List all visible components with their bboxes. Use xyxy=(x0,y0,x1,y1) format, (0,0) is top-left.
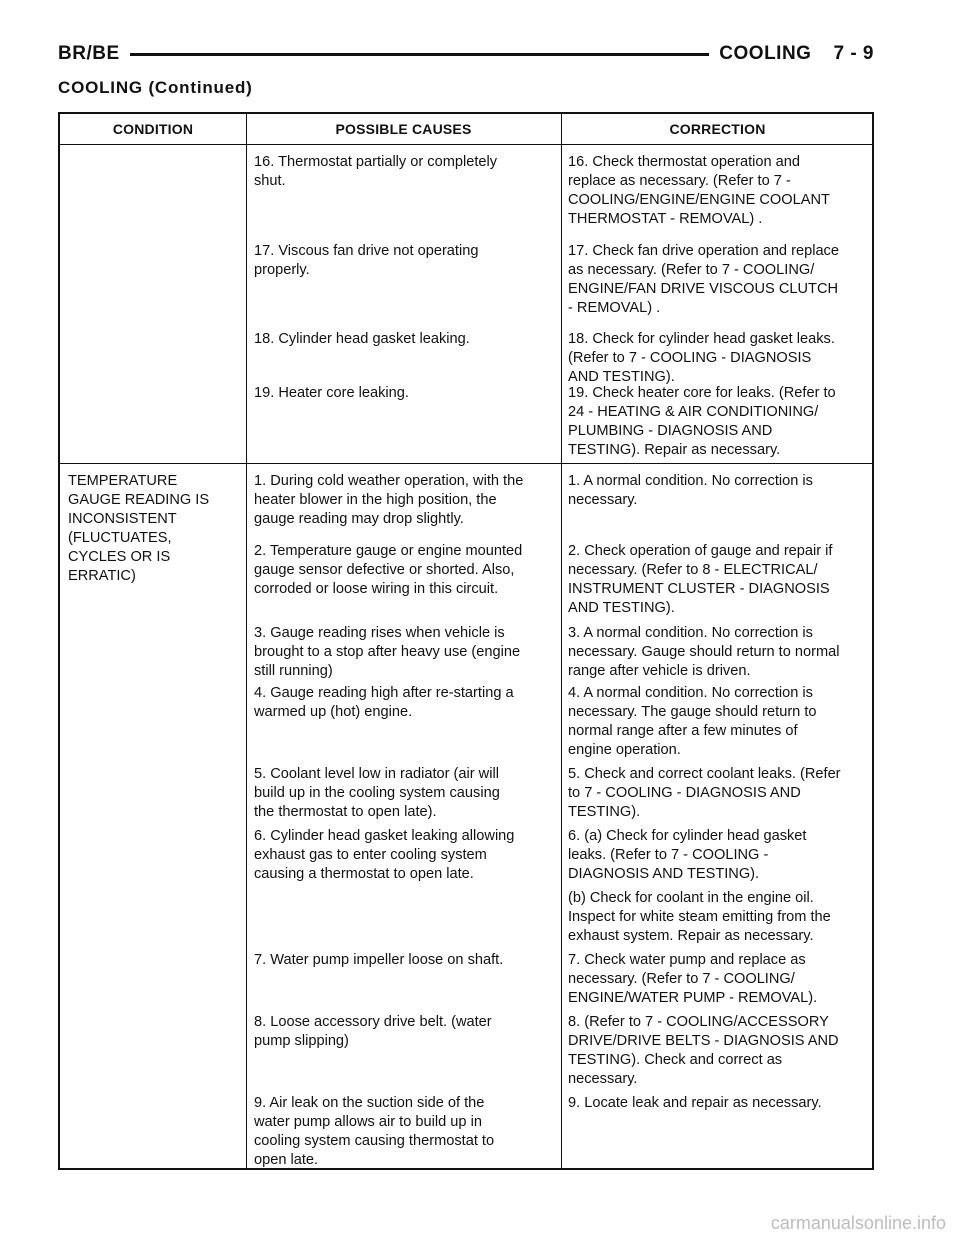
column-header-condition: CONDITION xyxy=(112,121,194,137)
table-cell-correction: 6. (a) Check for cylinder head gasket leaks. (Refer to 7 - COOLING - DIAGNOSIS AND TESTING). xyxy=(568,828,807,882)
table-cell-correction: 8. (Refer to 7 - COOLING/ACCESSORY DRIVE/DRIVE BELTS - DIAGNOSIS AND TESTING). Check and correct as necessary. xyxy=(568,1014,839,1087)
page-header xyxy=(58,42,874,66)
table-cell-cause: 9. Air leak on the suction side of the water pump allows air to build up in cooling system causing thermostat to open late. xyxy=(254,1095,495,1168)
table-cell-correction: 2. Check operation of gauge and repair if necessary. (Refer to 8 - ELECTRICAL/ INSTRUMENT CLUSTER - DIAGNOSIS AND TESTING). xyxy=(568,543,833,616)
column-header-correction: CORRECTION xyxy=(669,121,766,137)
table-cell-correction: 1. A normal condition. No correction is necessary. xyxy=(568,473,813,508)
table-cell-cause: 7. Water pump impeller loose on shaft. xyxy=(254,952,504,968)
table-cell-cause: 3. Gauge reading rises when vehicle is brought to a stop after heavy use (engine still running) xyxy=(254,625,521,679)
page-title: COOLING (Continued) xyxy=(58,78,253,97)
table-cell-cause: 4. Gauge reading high after re-starting a warmed up (hot) engine. xyxy=(254,685,514,720)
table-cell-correction: 4. A normal condition. No correction is necessary. The gauge should return to normal range after a few minutes of engine operation. xyxy=(568,685,817,758)
model-label: BR/BE xyxy=(58,43,120,64)
table-cell-correction: 17. Check fan drive operation and replace as necessary. (Refer to 7 - COOLING/ ENGINE/FAN DRIVE VISCOUS CLUTCH - REMOVAL) . xyxy=(568,243,839,316)
table-cell-correction: (b) Check for coolant in the engine oil. Inspect for white steam emitting from the exhaust system. Repair as necessary. xyxy=(568,890,831,944)
table-cell-cause: 18. Cylinder head gasket leaking. xyxy=(254,331,470,347)
column-divider xyxy=(561,114,562,1168)
table-cell-cause: 5. Coolant level low in radiator (air will build up in the cooling system causing the thermostat to open late). xyxy=(254,766,500,820)
table-cell-cause: 8. Loose accessory drive belt. (water pump slipping) xyxy=(254,1014,492,1049)
table-cell-condition: TEMPERATURE GAUGE READING IS INCONSISTENT (FLUCTUATES, CYCLES OR IS ERRATIC) xyxy=(68,473,210,584)
page-number: 7 - 9 xyxy=(833,43,874,64)
table-cell-correction: 5. Check and correct coolant leaks. (Refer to 7 - COOLING - DIAGNOSIS AND TESTING). xyxy=(568,766,841,820)
header-divider xyxy=(60,144,872,145)
diagnosis-table xyxy=(58,112,874,1170)
table-cell-correction: 18. Check for cylinder head gasket leaks. (Refer to 7 - COOLING - DIAGNOSIS AND TESTING). xyxy=(568,331,835,385)
table-cell-cause: 6. Cylinder head gasket leaking allowing exhaust gas to enter cooling system causing a thermostat to open late. xyxy=(254,828,515,882)
header-rule xyxy=(130,53,710,56)
group-divider xyxy=(60,463,872,464)
table-cell-correction: 16. Check thermostat operation and replace as necessary. (Refer to 7 - COOLING/ENGINE/ENGINE COOLANT THERMOSTAT - REMOVAL) . xyxy=(568,154,830,227)
table-cell-correction: 9. Locate leak and repair as necessary. xyxy=(568,1095,822,1111)
header-right xyxy=(719,43,874,65)
column-header-causes: POSSIBLE CAUSES xyxy=(335,121,472,137)
table-cell-correction: 19. Check heater core for leaks. (Refer to 24 - HEATING & AIR CONDITIONING/ PLUMBING - DIAGNOSIS AND TESTING). Repair as necessary. xyxy=(568,385,836,458)
table-cell-cause: 1. During cold weather operation, with the heater blower in the high position, the gauge reading may drop slightly. xyxy=(254,473,524,527)
watermark: carmanualsonline.info xyxy=(770,1213,946,1233)
table-cell-correction: 7. Check water pump and replace as necessary. (Refer to 7 - COOLING/ ENGINE/WATER PUMP - REMOVAL). xyxy=(568,952,818,1006)
table-cell-cause: 16. Thermostat partially or completely shut. xyxy=(254,154,498,189)
table-cell-cause: 2. Temperature gauge or engine mounted gauge sensor defective or shorted. Also, corroded or loose wiring in this circuit. xyxy=(254,543,523,597)
table-cell-correction: 3. A normal condition. No correction is necessary. Gauge should return to normal range after vehicle is driven. xyxy=(568,625,840,679)
column-divider xyxy=(246,114,247,1168)
section-label: COOLING xyxy=(719,43,812,64)
table-cell-cause: 17. Viscous fan drive not operating properly. xyxy=(254,243,479,278)
table-cell-cause: 19. Heater core leaking. xyxy=(254,385,409,401)
